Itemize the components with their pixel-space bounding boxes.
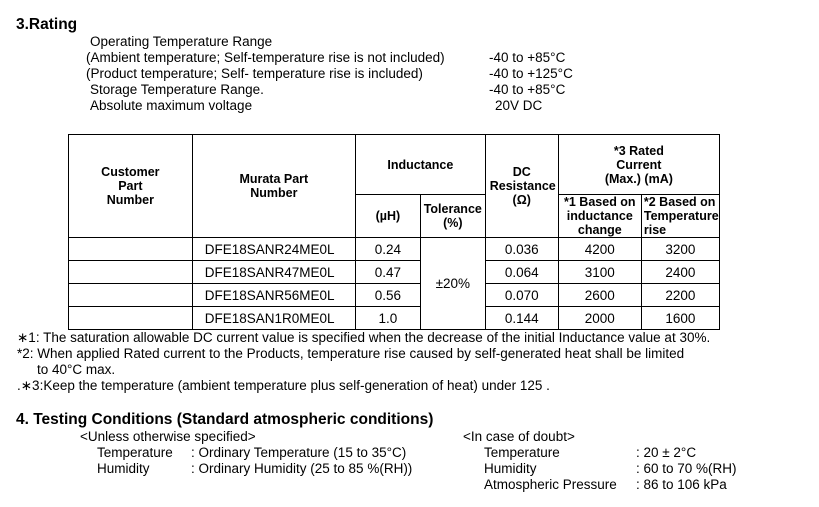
- dcr-cell: 0.064: [485, 261, 558, 284]
- header-inductance-unit: (µH): [355, 195, 420, 238]
- rating-value: 20V DC: [495, 98, 543, 113]
- table-row: [69, 284, 720, 307]
- testing-title: 4. Testing Conditions (Standard atmospheric conditions): [16, 411, 434, 428]
- note-1: ∗1: The saturation allowable DC current value is specified when the decrease of the initial Inductance value at 30%.: [17, 330, 711, 345]
- rated-current-2-cell: 2400: [641, 261, 719, 284]
- dcr-cell: 0.070: [485, 284, 558, 307]
- rating-table: [68, 134, 720, 330]
- tolerance-cell: ±20%: [420, 238, 485, 330]
- rated-current-1-cell: 2600: [558, 284, 641, 307]
- testing-label: Temperature: [97, 445, 173, 460]
- testing-value: : 20 ± 2°C: [636, 445, 697, 460]
- rating-value: -40 to +85°C: [489, 50, 566, 65]
- testing-label: Humidity: [484, 461, 537, 476]
- rated-current-2-cell: 1600: [641, 307, 719, 330]
- rating-label: Operating Temperature Range: [90, 34, 273, 49]
- header-customer-part: Customer Part Number: [69, 135, 193, 238]
- testing-label: Atmospheric Pressure: [484, 477, 617, 492]
- rating-value: -40 to +85°C: [489, 82, 566, 97]
- murata-part-cell: DFE18SANR24ME0L: [192, 238, 355, 261]
- note-3: .∗3:Keep the temperature (ambient temperature plus self-generation of heat) under 125 .: [17, 378, 550, 393]
- dcr-cell: 0.144: [485, 307, 558, 330]
- rating-title: 3.Rating: [16, 16, 78, 33]
- rating-label: Storage Temperature Range.: [90, 82, 264, 97]
- header-rated-current-2: *2 Based on Temperature rise: [641, 195, 719, 238]
- testing-value: : Ordinary Temperature (15 to 35°C): [191, 445, 407, 460]
- header-murata-part: Murata Part Number: [192, 135, 355, 238]
- testing-value: : 86 to 106 kPa: [636, 477, 727, 492]
- rating-value: -40 to +125°C: [489, 66, 573, 81]
- inductance-cell: 1.0: [355, 307, 420, 330]
- table-row: [69, 307, 720, 330]
- header-tolerance: Tolerance (%): [420, 195, 485, 238]
- murata-part-cell: DFE18SANR56ME0L: [192, 284, 355, 307]
- murata-part-cell: DFE18SANR47ME0L: [192, 261, 355, 284]
- note-2: *2: When applied Rated current to the Products, temperature rise caused by self-generated heat shall be limited: [17, 346, 685, 361]
- rated-current-1-cell: 3100: [558, 261, 641, 284]
- testing-left-heading: <Unless otherwise specified>: [80, 429, 256, 444]
- header-inductance: Inductance: [355, 135, 485, 195]
- testing-label: Humidity: [97, 461, 150, 476]
- testing-value: : Ordinary Humidity (25 to 85 %(RH)): [191, 461, 413, 476]
- inductance-cell: 0.47: [355, 261, 420, 284]
- customer-part-cell: [69, 261, 193, 284]
- customer-part-cell: [69, 238, 193, 261]
- testing-label: Temperature: [484, 445, 560, 460]
- rating-label: Absolute maximum voltage: [90, 98, 253, 113]
- rated-current-1-cell: 4200: [558, 238, 641, 261]
- inductance-cell: 0.24: [355, 238, 420, 261]
- customer-part-cell: [69, 307, 193, 330]
- dcr-cell: 0.036: [485, 238, 558, 261]
- rated-current-2-cell: 3200: [641, 238, 719, 261]
- header-dc-resistance: DC Resistance (Ω): [485, 135, 558, 238]
- rated-current-1-cell: 2000: [558, 307, 641, 330]
- header-rated-current-1: *1 Based on inductance change: [558, 195, 641, 238]
- testing-right-heading: <In case of doubt>: [463, 429, 575, 444]
- murata-part-cell: DFE18SAN1R0ME0L: [192, 307, 355, 330]
- header-rated-current: *3 Rated Current (Max.) (mA): [558, 135, 719, 195]
- rating-label: (Product temperature; Self- temperature rise is included): [86, 66, 423, 81]
- inductance-cell: 0.56: [355, 284, 420, 307]
- customer-part-cell: [69, 284, 193, 307]
- rating-label: (Ambient temperature; Self-temperature rise is not included): [86, 50, 445, 65]
- table-row: [69, 238, 720, 261]
- table-row: [69, 261, 720, 284]
- note-2-continued: to 40°C max.: [37, 362, 116, 377]
- testing-value: : 60 to 70 %(RH): [636, 461, 737, 476]
- rated-current-2-cell: 2200: [641, 284, 719, 307]
